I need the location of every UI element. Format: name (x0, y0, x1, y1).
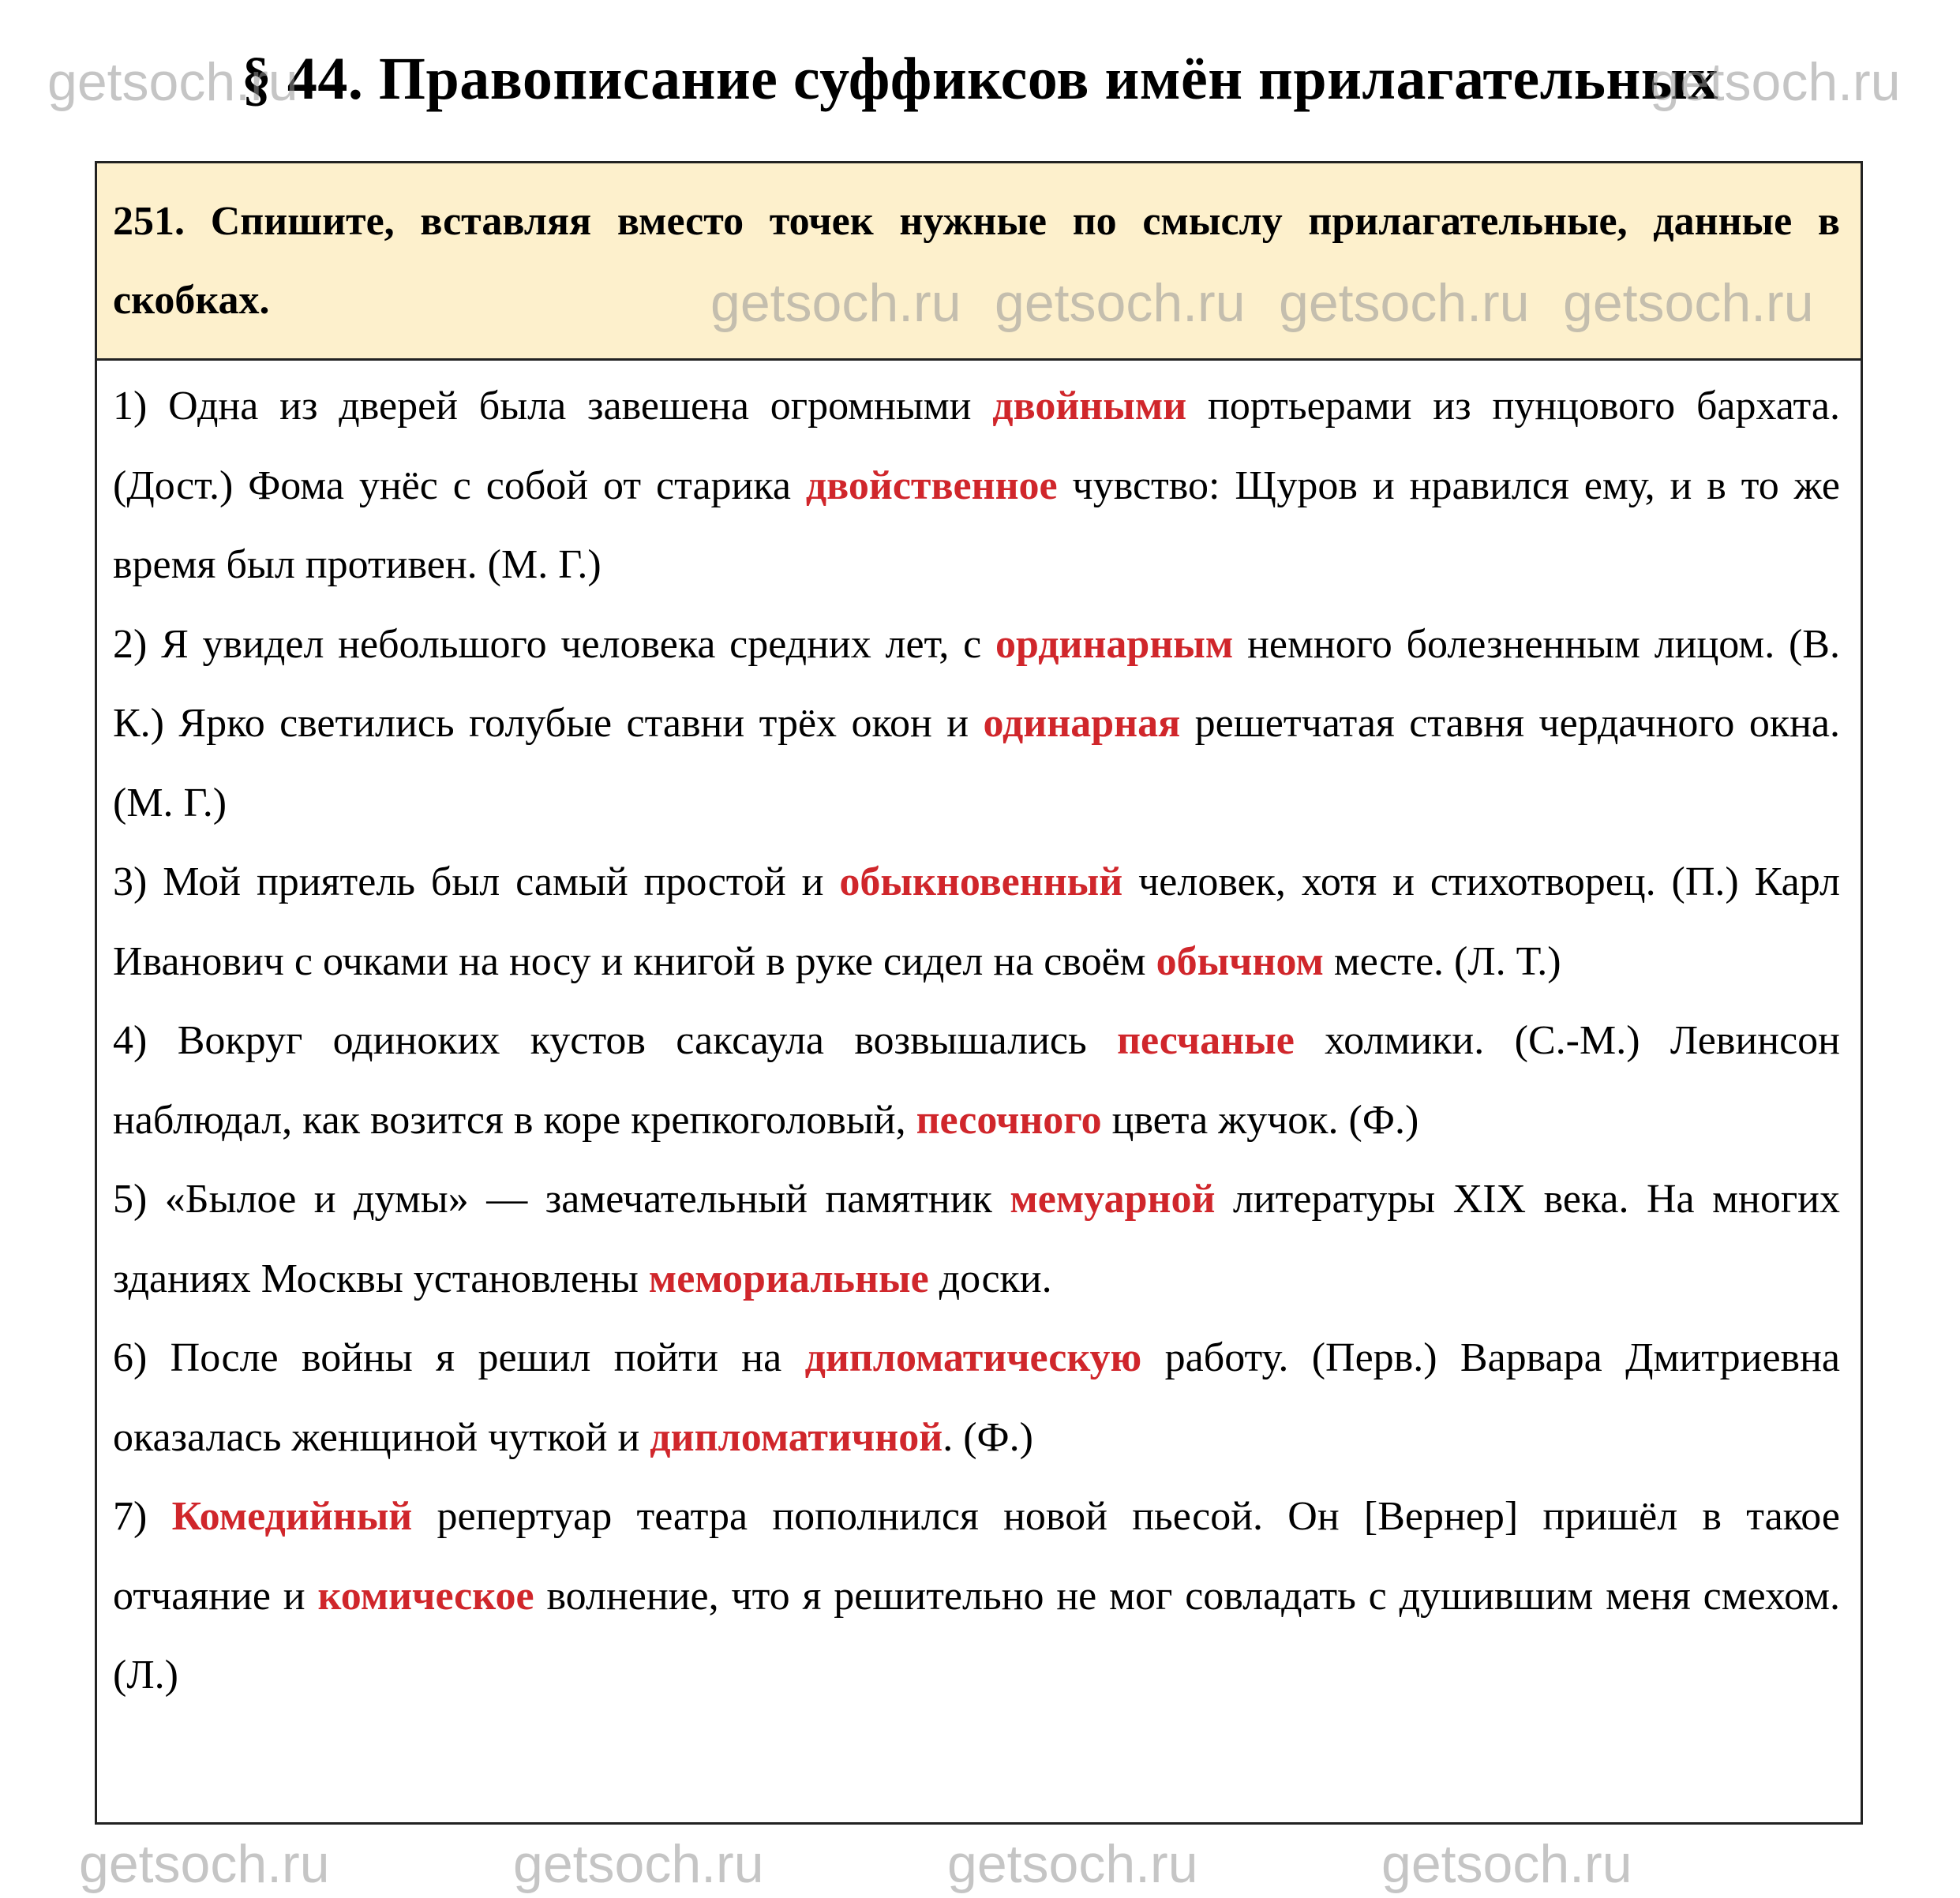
watermark: getsoch.ru (1563, 273, 1814, 333)
exercise-item (113, 1477, 1840, 1716)
sentence-text: портьерами из пунцового бархата. (Дост.) Фома унёс с собой от старика (113, 384, 1840, 508)
watermark: getsoch.ru (1381, 1834, 1632, 1894)
watermark: getsoch.ru (1279, 273, 1530, 333)
exercise-item (113, 843, 1840, 1001)
sentence-text: 4) Вокруг одиноких кустов саксаула возвышались (113, 1018, 1118, 1063)
sentence-text: работу. (Перв.) Варвара Дмитриевна оказалась женщиной чуткой и (113, 1335, 1840, 1460)
exercise-answers (97, 361, 1861, 1716)
watermark: getsoch.ru (513, 1834, 764, 1894)
sentence-text: 3) Мой приятель был самый простой и (113, 859, 840, 904)
watermark: getsoch.ru (947, 1834, 1198, 1894)
exercise-item (113, 367, 1840, 605)
sentence-text: решетчатая ставня чердачного окна. (М. Г.) (113, 701, 1840, 825)
sentence-text: цвета жучок. (Ф.) (1101, 1097, 1419, 1143)
watermark: getsoch.ru (79, 1834, 330, 1894)
sentence-text: 2) Я увидел небольшого человека средних лет, с (113, 621, 995, 667)
sentence-text: немного болезненным лицом. (В. К.) Ярко светились голубые ставни трёх окон и (113, 621, 1840, 746)
inserted-adjective: обыкновенный (839, 859, 1123, 904)
task-instruction: 251. Спишите, вставляя вместо точек нужные по смыслу прилагательные, данные в скобках. (97, 163, 1861, 361)
sentence-text: . (Ф.) (943, 1414, 1033, 1460)
sentence-text: волнение, что я решительно не мог совладать с душившим меня смехом. (Л.) (113, 1573, 1840, 1698)
sentence-text: холмики. (С.-М.) Левинсон наблюдал, как возится в коре крепкоголовый, (113, 1018, 1840, 1143)
sentence-text: человек, хотя и стихотворец. (П.) Карл Иванович с очками на носу и книгой в руке сидел на своём (113, 859, 1841, 984)
exercise-item (113, 1001, 1840, 1160)
watermark: getsoch.ru (710, 273, 961, 333)
sentence-text: 6) После войны я решил пойти на (113, 1335, 805, 1380)
watermark: getsoch.ru (1650, 52, 1901, 112)
sentence-text: доски. (928, 1256, 1052, 1301)
inserted-adjective: дипломатическую (804, 1335, 1142, 1380)
inserted-adjective: комическое (317, 1573, 534, 1619)
inserted-adjective: песочного (916, 1097, 1102, 1143)
sentence-text: месте. (Л. Т.) (1323, 938, 1561, 984)
inserted-adjective: мемориальные (648, 1256, 929, 1301)
sentence-text: 1) Одна из дверей была завешена огромными (113, 384, 993, 429)
exercise-box (95, 161, 1863, 1825)
page-title: § 44. Правописание суффиксов имён прилагательных (241, 46, 1719, 112)
inserted-adjective: одинарная (983, 701, 1181, 746)
inserted-adjective: Комедийный (171, 1494, 413, 1539)
inserted-adjective: обычном (1156, 938, 1324, 984)
exercise-item (113, 1160, 1840, 1319)
inserted-adjective: дипломатичной (650, 1414, 943, 1460)
sentence-text: 5) «Былое и думы» — замечательный памятник (113, 1177, 1010, 1222)
inserted-adjective: ординарным (995, 621, 1234, 667)
inserted-adjective: песчаные (1117, 1018, 1295, 1063)
inserted-adjective: двойственное (805, 462, 1058, 508)
inserted-adjective: двойными (992, 384, 1187, 429)
watermark: getsoch.ru (995, 273, 1246, 333)
sentence-text: чувство: Щуров и нравился ему, и в то же время был противен. (М. Г.) (113, 462, 1840, 587)
exercise-item (113, 1319, 1840, 1477)
sentence-text: 7) (113, 1494, 172, 1539)
inserted-adjective: мемуарной (1010, 1177, 1216, 1222)
sentence-text: литературы XIX века. На многих зданиях Москвы установлены (113, 1177, 1841, 1301)
exercise-item (113, 605, 1840, 844)
watermark: getsoch.ru (47, 52, 298, 112)
sentence-text: репертуар театра пополнился новой пьесой. Он [Вернер] пришёл в такое отчаяние и (113, 1494, 1840, 1619)
